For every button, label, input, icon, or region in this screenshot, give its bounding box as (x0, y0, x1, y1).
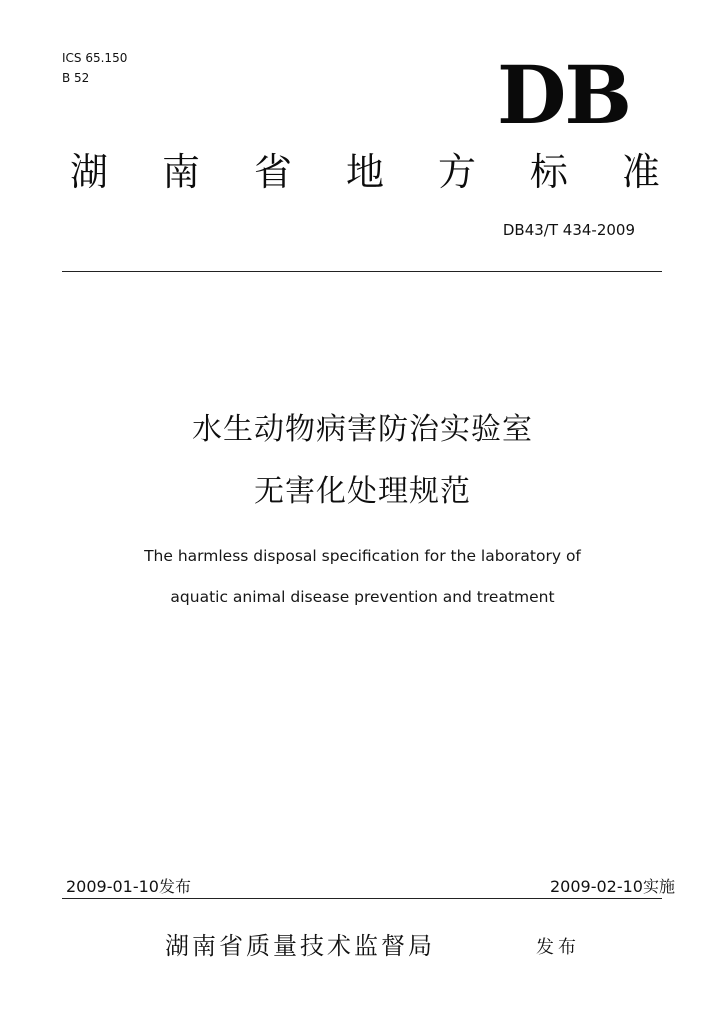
title-cn-line1: 水生动物病害防治实验室 (192, 412, 533, 447)
issue-date: 2009-01-10发布 (66, 877, 191, 896)
standard-type-char: 省 (253, 150, 292, 194)
standard-type-char: 湖 (70, 150, 109, 194)
title-cn-line2: 无害化处理规范 (254, 474, 471, 509)
standard-type-char: 南 (161, 150, 200, 194)
standard-type-char: 方 (437, 150, 476, 194)
header-divider (62, 271, 662, 272)
standard-number: DB43/T 434-2009 (502, 221, 635, 239)
publish-label: 发布 (536, 937, 580, 958)
standard-type-heading (70, 148, 660, 196)
standard-type-char: 准 (621, 150, 660, 194)
implementation-date: 2009-02-10实施 (550, 877, 675, 896)
title-en-line1: The harmless disposal specification for the laboratory of (144, 547, 581, 565)
publisher-name: 湖南省质量技术监督局 (165, 932, 435, 960)
standard-type-char: 地 (345, 150, 384, 194)
title-en-line2: aquatic animal disease prevention and treatment (170, 588, 555, 606)
ccs-code: B 52 (62, 71, 90, 85)
standard-type-char: 标 (529, 150, 568, 194)
db-logo: DB (497, 48, 630, 142)
ics-code: ICS 65.150 (62, 51, 128, 65)
footer-divider (62, 898, 662, 899)
